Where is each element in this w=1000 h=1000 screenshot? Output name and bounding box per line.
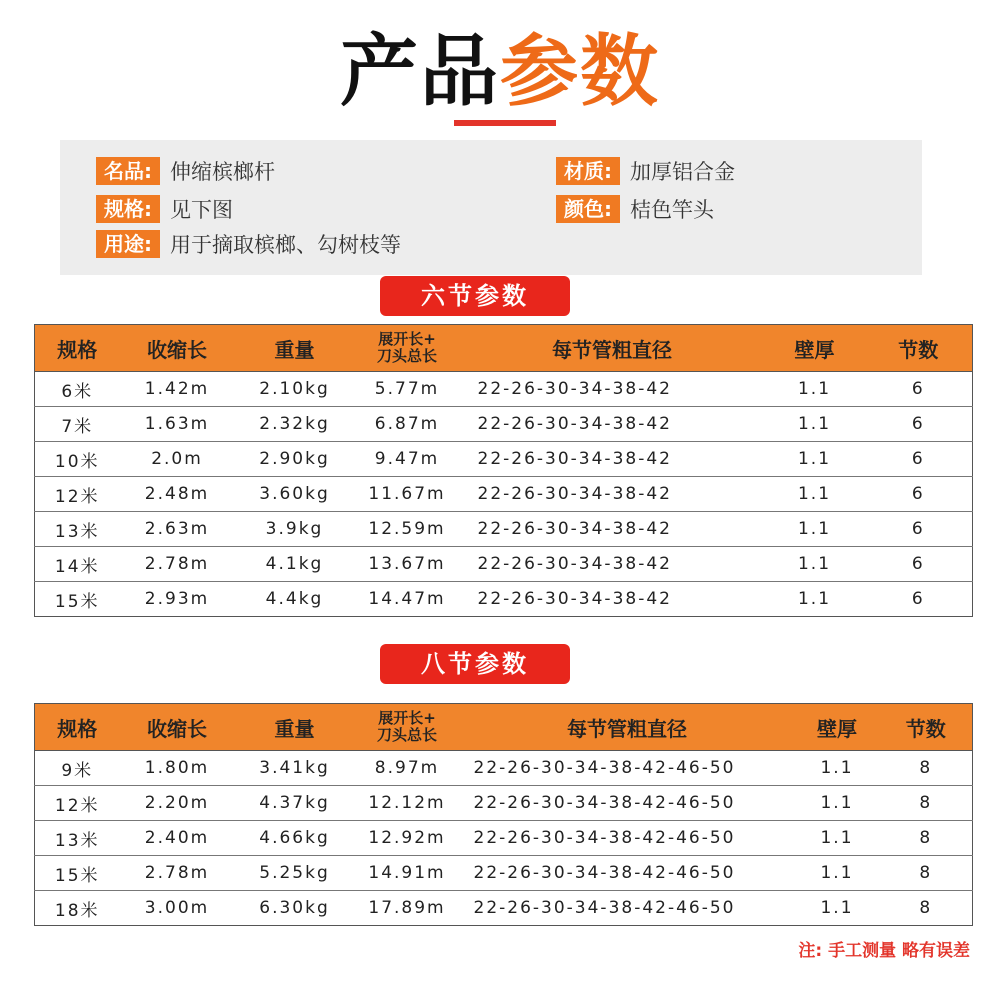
cell-wall: 1.1 bbox=[765, 547, 865, 582]
name-value: 伸缩槟榔杆 bbox=[170, 160, 275, 184]
info-row-material bbox=[556, 156, 735, 186]
cell-extended: 5.77m bbox=[355, 372, 460, 407]
eight-section-title: 八节参数 bbox=[380, 644, 570, 684]
title-orange-part: 参数 bbox=[500, 27, 661, 117]
cell-weight: 2.90kg bbox=[235, 442, 355, 477]
six-section-title: 六节参数 bbox=[380, 276, 570, 316]
cell-spec: 9米 bbox=[35, 751, 120, 786]
header-section-count: 节数 bbox=[865, 325, 973, 372]
cell-weight: 3.41kg bbox=[235, 751, 355, 786]
cell-sections: 8 bbox=[880, 821, 973, 856]
cell-spec: 18米 bbox=[35, 891, 120, 926]
cell-wall: 1.1 bbox=[795, 856, 880, 891]
name-tag: 名品: bbox=[96, 157, 160, 185]
cell-sections: 6 bbox=[865, 372, 973, 407]
cell-weight: 4.1kg bbox=[235, 547, 355, 582]
header-spec: 规格 bbox=[35, 325, 120, 372]
six-section-table bbox=[34, 324, 973, 617]
cell-diameter: 22-26-30-34-38-42 bbox=[460, 407, 765, 442]
cell-retracted: 2.93m bbox=[120, 582, 235, 617]
cell-spec: 13米 bbox=[35, 821, 120, 856]
cell-retracted: 1.63m bbox=[120, 407, 235, 442]
header-retracted-length: 收缩长 bbox=[120, 325, 235, 372]
cell-weight: 3.9kg bbox=[235, 512, 355, 547]
cell-weight: 4.4kg bbox=[235, 582, 355, 617]
header-extended-length bbox=[355, 325, 460, 372]
cell-retracted: 2.0m bbox=[120, 442, 235, 477]
header-extended-line1: 展开长+ bbox=[378, 709, 436, 727]
cell-extended: 8.97m bbox=[355, 751, 460, 786]
header-weight: 重量 bbox=[235, 704, 355, 751]
table-row bbox=[35, 751, 973, 786]
header-tube-diameter: 每节管粗直径 bbox=[460, 704, 795, 751]
cell-weight: 4.37kg bbox=[235, 786, 355, 821]
cell-extended: 6.87m bbox=[355, 407, 460, 442]
cell-wall: 1.1 bbox=[765, 582, 865, 617]
material-value: 加厚铝合金 bbox=[630, 160, 735, 184]
cell-sections: 8 bbox=[880, 891, 973, 926]
cell-diameter: 22-26-30-34-38-42 bbox=[460, 512, 765, 547]
cell-retracted: 2.78m bbox=[120, 547, 235, 582]
cell-spec: 13米 bbox=[35, 512, 120, 547]
table-row bbox=[35, 891, 973, 926]
material-tag: 材质: bbox=[556, 157, 620, 185]
cell-extended: 11.67m bbox=[355, 477, 460, 512]
cell-extended: 9.47m bbox=[355, 442, 460, 477]
table-row bbox=[35, 372, 973, 407]
header-wall-thickness: 壁厚 bbox=[795, 704, 880, 751]
cell-spec: 12米 bbox=[35, 477, 120, 512]
color-tag: 颜色: bbox=[556, 195, 620, 223]
spec-value: 见下图 bbox=[170, 198, 233, 222]
table-header-row bbox=[35, 704, 973, 751]
table-row bbox=[35, 821, 973, 856]
cell-weight: 2.32kg bbox=[235, 407, 355, 442]
use-tag: 用途: bbox=[96, 230, 160, 258]
eight-section-table bbox=[34, 703, 973, 926]
cell-sections: 8 bbox=[880, 751, 973, 786]
cell-spec: 14米 bbox=[35, 547, 120, 582]
header-wall-thickness: 壁厚 bbox=[765, 325, 865, 372]
cell-retracted: 2.20m bbox=[120, 786, 235, 821]
info-row-name bbox=[96, 156, 275, 186]
table-row bbox=[35, 786, 973, 821]
cell-weight: 5.25kg bbox=[235, 856, 355, 891]
cell-wall: 1.1 bbox=[795, 751, 880, 786]
color-value: 桔色竿头 bbox=[630, 198, 714, 222]
product-info-box bbox=[60, 140, 922, 275]
cell-spec: 6米 bbox=[35, 372, 120, 407]
header-weight: 重量 bbox=[235, 325, 355, 372]
header-extended-line2: 刀头总长 bbox=[376, 347, 437, 365]
table-header-row bbox=[35, 325, 973, 372]
cell-extended: 13.67m bbox=[355, 547, 460, 582]
cell-extended: 12.92m bbox=[355, 821, 460, 856]
table-row bbox=[35, 856, 973, 891]
header-spec: 规格 bbox=[35, 704, 120, 751]
cell-diameter: 22-26-30-34-38-42 bbox=[460, 582, 765, 617]
header-extended-line2: 刀头总长 bbox=[376, 726, 437, 744]
measurement-note: 注: 手工测量 略有误差 bbox=[798, 941, 970, 961]
cell-sections: 6 bbox=[865, 547, 973, 582]
cell-wall: 1.1 bbox=[795, 821, 880, 856]
cell-weight: 2.10kg bbox=[235, 372, 355, 407]
cell-weight: 3.60kg bbox=[235, 477, 355, 512]
cell-extended: 12.59m bbox=[355, 512, 460, 547]
cell-diameter: 22-26-30-34-38-42-46-50 bbox=[460, 821, 795, 856]
cell-weight: 4.66kg bbox=[235, 821, 355, 856]
cell-wall: 1.1 bbox=[765, 442, 865, 477]
header-extended-line1: 展开长+ bbox=[378, 330, 436, 348]
cell-retracted: 2.63m bbox=[120, 512, 235, 547]
cell-diameter: 22-26-30-34-38-42 bbox=[460, 547, 765, 582]
cell-spec: 15米 bbox=[35, 856, 120, 891]
cell-diameter: 22-26-30-34-38-42-46-50 bbox=[460, 856, 795, 891]
cell-sections: 8 bbox=[880, 786, 973, 821]
title-underline bbox=[454, 120, 556, 126]
table-row bbox=[35, 477, 973, 512]
header-retracted-length: 收缩长 bbox=[120, 704, 235, 751]
cell-sections: 6 bbox=[865, 477, 973, 512]
cell-diameter: 22-26-30-34-38-42-46-50 bbox=[460, 751, 795, 786]
table-row bbox=[35, 442, 973, 477]
cell-wall: 1.1 bbox=[795, 786, 880, 821]
cell-retracted: 2.40m bbox=[120, 821, 235, 856]
header-extended-length bbox=[355, 704, 460, 751]
info-row-use bbox=[96, 229, 401, 259]
cell-wall: 1.1 bbox=[765, 372, 865, 407]
page-title bbox=[0, 22, 1000, 122]
cell-sections: 8 bbox=[880, 856, 973, 891]
header-section-count: 节数 bbox=[880, 704, 973, 751]
cell-wall: 1.1 bbox=[765, 512, 865, 547]
cell-extended: 12.12m bbox=[355, 786, 460, 821]
info-row-spec bbox=[96, 194, 233, 224]
cell-sections: 6 bbox=[865, 407, 973, 442]
cell-wall: 1.1 bbox=[765, 477, 865, 512]
cell-retracted: 1.42m bbox=[120, 372, 235, 407]
header-tube-diameter: 每节管粗直径 bbox=[460, 325, 765, 372]
table-row bbox=[35, 582, 973, 617]
table-row bbox=[35, 547, 973, 582]
cell-extended: 17.89m bbox=[355, 891, 460, 926]
cell-diameter: 22-26-30-34-38-42-46-50 bbox=[460, 786, 795, 821]
cell-diameter: 22-26-30-34-38-42-46-50 bbox=[460, 891, 795, 926]
cell-diameter: 22-26-30-34-38-42 bbox=[460, 372, 765, 407]
table-row bbox=[35, 512, 973, 547]
cell-retracted: 2.78m bbox=[120, 856, 235, 891]
table-row bbox=[35, 407, 973, 442]
cell-wall: 1.1 bbox=[795, 891, 880, 926]
title-black-part: 产品 bbox=[339, 27, 500, 117]
cell-spec: 10米 bbox=[35, 442, 120, 477]
cell-weight: 6.30kg bbox=[235, 891, 355, 926]
cell-retracted: 3.00m bbox=[120, 891, 235, 926]
cell-sections: 6 bbox=[865, 512, 973, 547]
cell-retracted: 2.48m bbox=[120, 477, 235, 512]
cell-spec: 15米 bbox=[35, 582, 120, 617]
cell-diameter: 22-26-30-34-38-42 bbox=[460, 477, 765, 512]
cell-sections: 6 bbox=[865, 442, 973, 477]
cell-sections: 6 bbox=[865, 582, 973, 617]
cell-retracted: 1.80m bbox=[120, 751, 235, 786]
cell-diameter: 22-26-30-34-38-42 bbox=[460, 442, 765, 477]
cell-extended: 14.47m bbox=[355, 582, 460, 617]
spec-tag: 规格: bbox=[96, 195, 160, 223]
use-value: 用于摘取槟榔、勾树枝等 bbox=[170, 233, 401, 257]
cell-wall: 1.1 bbox=[765, 407, 865, 442]
cell-extended: 14.91m bbox=[355, 856, 460, 891]
info-row-color bbox=[556, 194, 714, 224]
cell-spec: 12米 bbox=[35, 786, 120, 821]
cell-spec: 7米 bbox=[35, 407, 120, 442]
